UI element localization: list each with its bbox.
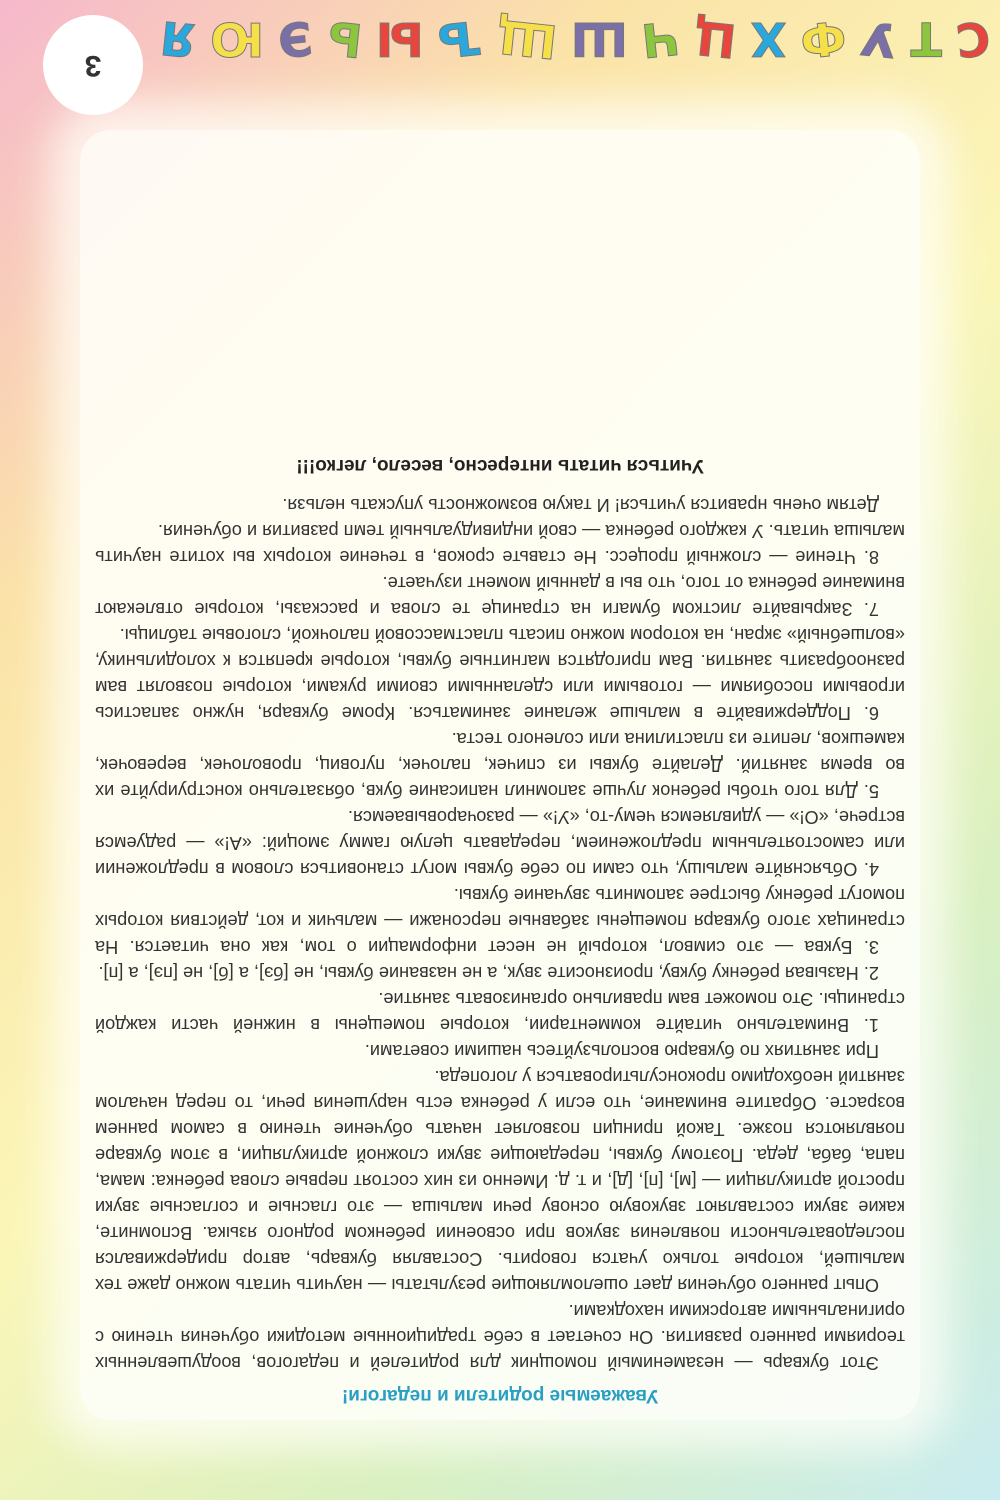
paragraph: Опыт раннего обучения дает ошеломляющие результаты — научить читать можно даже тех малышей, которые только учатся говорить. Составляя букварь, автор придерживался последовательности появления звуков при освоении ребенком родного языка. Вспомните, какие звуки составляют звуковую основу речи малыша — это гласные и согласные звуки простой артикуляции — [м], [п], [д], и т. д. Именно из них состоят первые слова ребенка: мама, папа, баба, деда. Поэтому буквы, передающие звуки сложной артикуляции, в этом букваре появляются позже. Такой принцип позволяет начать обучение чтению в самом раннем возрасте. Обратите внимание, что если у ребенка есть нарушения речи, то перед началом занятий необходимо проконсультироваться у логопеда. [95, 1067, 905, 1295]
paragraph: 4. Объясняйте малышу, что сами по себе буквы могут становиться словом в предложении или самостоятельным предложением, передавать целую гамму эмоций: «А!» — радуемся встрече, «О!» — удивляемся чему-то, «У!» — разочаровываемся. [95, 807, 905, 879]
alphabet-letter: У [857, 10, 899, 68]
alphabet-letter: Ш [570, 12, 628, 66]
paragraph: При занятиях по букварю воспользуйтесь нашими советами. [364, 1041, 879, 1061]
alphabet-letter: Ы [375, 12, 424, 66]
paragraph: Детям очень нравится учиться! И такую возможность упускать нельзя. [282, 495, 879, 515]
paragraph: 8. Чтение — сложный процесс. Не ставьте сроков, в течение которых вы хотите научить малыша читать. У каждого ребенка — свой индивидуальный темп развития и обучения. [95, 521, 905, 567]
page-content [95, 452, 905, 1408]
page-title: Уважаемые родители и педагоги! [341, 1385, 659, 1406]
paragraph: 6. Поддерживайте в малыше желание заниматься. Кроме букваря, нужно запастись игровыми пособиями — готовыми или сделанными своими руками, которые позволят вам разнообразить занятия. Вам пригодятся магнитные буквы, которые крепятся к холодильнику, «волшебный» экран, на котором можно писать пластмассовой палочкой, слоговые таблицы. [95, 625, 905, 723]
paragraph: 7. Закрывайте листком бумаги на странице те слова и рассказы, которые отвлекают внимание ребенка от того, что вы в данный момент изучаете. [95, 573, 905, 619]
alphabet-strip [157, 6, 993, 72]
alphabet-letter: Ю [210, 12, 264, 66]
closing-heading: Учиться читать интересно, весело, легко!!! [296, 455, 704, 476]
paragraph: 1. Внимательно читайте комментарии, которые помещены в нижней части каждой страницы. Это поможет вам правильно организовать занятие. [95, 989, 905, 1035]
alphabet-letter: Ч [639, 10, 683, 68]
paragraph: 3. Буква — это символ, который не несет информации о том, как она читается. На страницах этого букваря помещены забавные персонажи — мальчик и кот, действия которых помогут ребенку быстрее запомнить звучание буквы. [95, 885, 905, 957]
alphabet-letter: Я [157, 10, 199, 68]
page-number: 3 [84, 49, 102, 82]
alphabet-letter: Ф [797, 9, 849, 69]
paragraph: 2. Называя ребенку букву, произносите звук, а не название буквы, не [бэ], а [б], не [пэ], а [п]. [98, 963, 879, 983]
alphabet-letter: Э [275, 10, 315, 68]
paragraph: Этот букварь — незаменимый помощник для родителей и педагогов, воодушевленных теориями раннего развития. Он сочетает в себе традиционные методики обучения чтению с оригинальными авторскими находками. [95, 1301, 905, 1373]
alphabet-letter: Ц [691, 9, 740, 69]
alphabet-letter: Х [750, 12, 787, 66]
paragraphs [95, 492, 905, 1376]
flower-badge [48, 20, 138, 110]
alphabet-letter: Т [910, 12, 942, 66]
alphabet-letter: Ъ [435, 9, 484, 69]
alphabet-letter: С [953, 10, 993, 68]
alphabet-letter: Щ [492, 8, 560, 70]
paragraph: 5. Для того чтобы ребенок лучше запомнил написание букв, обязательно конструируйте их во время занятий. Делайте буквы из спичек, палочек, пуговиц, проволочек, веревочек, камешков, лепите из пластилина или соленого теста. [95, 729, 905, 801]
alphabet-letter: Ь [323, 10, 365, 68]
